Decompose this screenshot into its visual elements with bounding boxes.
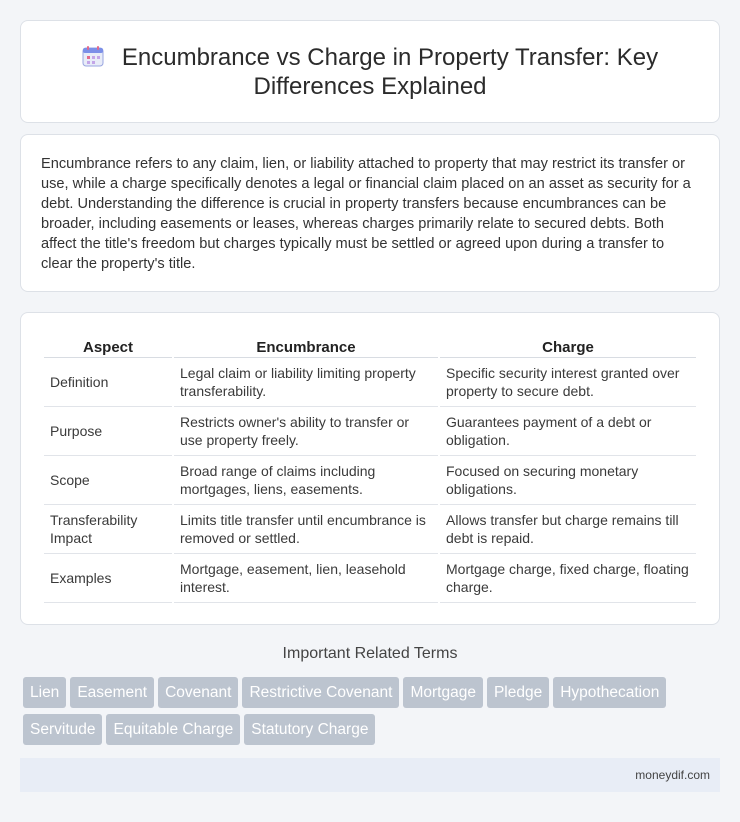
related-terms-title: Important Related Terms — [282, 645, 458, 662]
cell-aspect: Definition — [44, 358, 172, 407]
tag-statutory-charge[interactable]: Statutory Charge — [244, 714, 375, 745]
tag-servitude[interactable]: Servitude — [23, 714, 102, 745]
cell-aspect: Purpose — [44, 407, 172, 456]
tag-equitable-charge[interactable]: Equitable Charge — [106, 714, 240, 745]
cell-encumbrance: Mortgage, easement, lien, leasehold interest. — [174, 554, 438, 603]
cell-aspect: Scope — [44, 456, 172, 505]
cell-encumbrance: Broad range of claims including mortgages, liens, easements. — [174, 456, 438, 505]
tag-mortgage[interactable]: Mortgage — [403, 677, 482, 708]
footer-site[interactable]: moneydif.com — [635, 768, 710, 782]
page-title-wrap — [21, 43, 719, 101]
table-row — [44, 358, 696, 407]
header-charge: Charge — [440, 333, 696, 358]
intro-paragraph: Encumbrance refers to any claim, lien, or liability attached to property that may restrict its transfer or use, while a charge specifically denotes a legal or financial claim placed on an asset as security for a debt. Understanding the difference is crucial in property transfers because encumbrances can be broader, including easements or leases, whereas charges primarily relate to secured debts. Both affect the title's freedom but charges typically must be settled or agreed upon during a transfer to clear the property's title. — [41, 156, 691, 272]
cell-charge: Mortgage charge, fixed charge, floating charge. — [440, 554, 696, 603]
cell-aspect: Transferability Impact — [44, 505, 172, 554]
related-terms-list — [23, 677, 723, 751]
intro-card — [20, 134, 720, 292]
cell-charge: Guarantees payment of a debt or obligation. — [440, 407, 696, 456]
tag-hypothecation[interactable]: Hypothecation — [553, 677, 666, 708]
title-card — [20, 20, 720, 123]
header-aspect: Aspect — [44, 333, 172, 358]
cell-encumbrance: Restricts owner's ability to transfer or use property freely. — [174, 407, 438, 456]
cell-charge: Allows transfer but charge remains till debt is repaid. — [440, 505, 696, 554]
cell-charge: Specific security interest granted over property to secure debt. — [440, 358, 696, 407]
tag-lien[interactable]: Lien — [23, 677, 66, 708]
cell-charge: Focused on securing monetary obligations. — [440, 456, 696, 505]
header-encumbrance: Encumbrance — [174, 333, 438, 358]
tag-easement[interactable]: Easement — [70, 677, 154, 708]
table-header-row — [44, 333, 696, 358]
table-row — [44, 456, 696, 505]
table-row — [44, 554, 696, 603]
footer — [20, 758, 720, 792]
tag-restrictive-covenant[interactable]: Restrictive Covenant — [242, 677, 399, 708]
calendar-icon — [82, 45, 104, 67]
table-row — [44, 505, 696, 554]
comparison-table — [42, 333, 698, 603]
cell-aspect: Examples — [44, 554, 172, 603]
page-title: Encumbrance vs Charge in Property Transfer: Key Differences Explained — [121, 44, 659, 100]
table-row — [44, 407, 696, 456]
tag-covenant[interactable]: Covenant — [158, 677, 238, 708]
tag-pledge[interactable]: Pledge — [487, 677, 549, 708]
cell-encumbrance: Limits title transfer until encumbrance is removed or settled. — [174, 505, 438, 554]
comparison-card — [20, 312, 720, 625]
cell-encumbrance: Legal claim or liability limiting property transferability. — [174, 358, 438, 407]
